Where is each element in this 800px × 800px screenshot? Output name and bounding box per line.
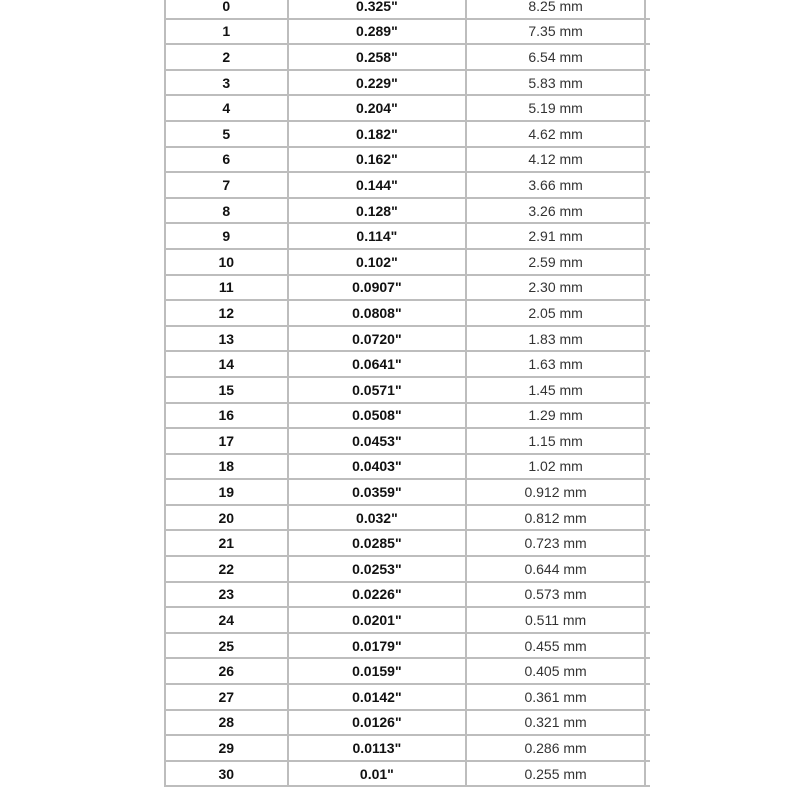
table-row xyxy=(165,95,650,121)
table-edge-cell xyxy=(645,684,650,710)
gauge-cell: 10 xyxy=(165,249,288,275)
table-edge-cell xyxy=(645,454,650,480)
inches-cell: 0.325" xyxy=(288,0,467,19)
table-edge-cell xyxy=(645,300,650,326)
table-edge-cell xyxy=(645,479,650,505)
millimeters-cell: 0.812 mm xyxy=(466,505,645,531)
inches-cell: 0.204" xyxy=(288,95,467,121)
gauge-cell: 1 xyxy=(165,19,288,45)
wire-gauge-table xyxy=(164,0,650,787)
inches-cell: 0.0720" xyxy=(288,326,467,352)
inches-cell: 0.162" xyxy=(288,147,467,173)
gauge-cell: 20 xyxy=(165,505,288,531)
gauge-cell: 29 xyxy=(165,735,288,761)
inches-cell: 0.258" xyxy=(288,44,467,70)
inches-cell: 0.0159" xyxy=(288,658,467,684)
millimeters-cell: 0.912 mm xyxy=(466,479,645,505)
millimeters-cell: 4.62 mm xyxy=(466,121,645,147)
inches-cell: 0.0126" xyxy=(288,710,467,736)
gauge-cell: 3 xyxy=(165,70,288,96)
table-row xyxy=(165,710,650,736)
table-edge-cell xyxy=(645,351,650,377)
table-row xyxy=(165,479,650,505)
gauge-cell: 16 xyxy=(165,403,288,429)
millimeters-cell: 1.83 mm xyxy=(466,326,645,352)
table-row xyxy=(165,735,650,761)
table-edge-cell xyxy=(645,147,650,173)
gauge-cell: 9 xyxy=(165,223,288,249)
gauge-cell: 2 xyxy=(165,44,288,70)
inches-cell: 0.01" xyxy=(288,761,467,787)
inches-cell: 0.0179" xyxy=(288,633,467,659)
gauge-cell: 25 xyxy=(165,633,288,659)
table-row xyxy=(165,44,650,70)
inches-cell: 0.0142" xyxy=(288,684,467,710)
millimeters-cell: 7.35 mm xyxy=(466,19,645,45)
inches-cell: 0.182" xyxy=(288,121,467,147)
table-edge-cell xyxy=(645,275,650,301)
table-row xyxy=(165,300,650,326)
millimeters-cell: 3.26 mm xyxy=(466,198,645,224)
table-edge-cell xyxy=(645,0,650,19)
table-row xyxy=(165,377,650,403)
millimeters-cell: 8.25 mm xyxy=(466,0,645,19)
gauge-cell: 17 xyxy=(165,428,288,454)
millimeters-cell: 0.321 mm xyxy=(466,710,645,736)
inches-cell: 0.0359" xyxy=(288,479,467,505)
table-row xyxy=(165,684,650,710)
millimeters-cell: 0.405 mm xyxy=(466,658,645,684)
table-row xyxy=(165,530,650,556)
inches-cell: 0.0113" xyxy=(288,735,467,761)
table-row xyxy=(165,582,650,608)
table-row xyxy=(165,121,650,147)
table-edge-cell xyxy=(645,530,650,556)
inches-cell: 0.144" xyxy=(288,172,467,198)
millimeters-cell: 1.29 mm xyxy=(466,403,645,429)
table-row xyxy=(165,761,650,787)
gauge-cell: 5 xyxy=(165,121,288,147)
inches-cell: 0.102" xyxy=(288,249,467,275)
table-row xyxy=(165,403,650,429)
gauge-cell: 27 xyxy=(165,684,288,710)
table-row xyxy=(165,223,650,249)
table-edge-cell xyxy=(645,403,650,429)
inches-cell: 0.0571" xyxy=(288,377,467,403)
inches-cell: 0.0201" xyxy=(288,607,467,633)
inches-cell: 0.114" xyxy=(288,223,467,249)
gauge-cell: 18 xyxy=(165,454,288,480)
millimeters-cell: 1.15 mm xyxy=(466,428,645,454)
gauge-cell: 28 xyxy=(165,710,288,736)
millimeters-cell: 0.573 mm xyxy=(466,582,645,608)
table-edge-cell xyxy=(645,44,650,70)
table-edge-cell xyxy=(645,761,650,787)
inches-cell: 0.0226" xyxy=(288,582,467,608)
table-row xyxy=(165,633,650,659)
table-row xyxy=(165,70,650,96)
table-edge-cell xyxy=(645,70,650,96)
table-edge-cell xyxy=(645,377,650,403)
table-edge-cell xyxy=(645,428,650,454)
gauge-cell: 22 xyxy=(165,556,288,582)
inches-cell: 0.0453" xyxy=(288,428,467,454)
millimeters-cell: 0.361 mm xyxy=(466,684,645,710)
table-row xyxy=(165,607,650,633)
millimeters-cell: 1.45 mm xyxy=(466,377,645,403)
millimeters-cell: 0.286 mm xyxy=(466,735,645,761)
table-edge-cell xyxy=(645,735,650,761)
gauge-cell: 13 xyxy=(165,326,288,352)
millimeters-cell: 0.723 mm xyxy=(466,530,645,556)
table-row xyxy=(165,428,650,454)
table-row xyxy=(165,658,650,684)
gauge-cell: 14 xyxy=(165,351,288,377)
table-edge-cell xyxy=(645,710,650,736)
inches-cell: 0.0508" xyxy=(288,403,467,429)
gauge-cell: 6 xyxy=(165,147,288,173)
millimeters-cell: 1.63 mm xyxy=(466,351,645,377)
inches-cell: 0.128" xyxy=(288,198,467,224)
inches-cell: 0.0808" xyxy=(288,300,467,326)
table-row xyxy=(165,0,650,19)
table-row xyxy=(165,351,650,377)
table-edge-cell xyxy=(645,658,650,684)
gauge-cell: 15 xyxy=(165,377,288,403)
inches-cell: 0.0253" xyxy=(288,556,467,582)
inches-cell: 0.0641" xyxy=(288,351,467,377)
table-body xyxy=(165,0,650,786)
inches-cell: 0.229" xyxy=(288,70,467,96)
table-row xyxy=(165,556,650,582)
gauge-cell: 23 xyxy=(165,582,288,608)
gauge-cell: 21 xyxy=(165,530,288,556)
millimeters-cell: 2.30 mm xyxy=(466,275,645,301)
gauge-cell: 19 xyxy=(165,479,288,505)
gauge-cell: 12 xyxy=(165,300,288,326)
millimeters-cell: 0.644 mm xyxy=(466,556,645,582)
table-row xyxy=(165,275,650,301)
millimeters-cell: 0.455 mm xyxy=(466,633,645,659)
inches-cell: 0.0907" xyxy=(288,275,467,301)
table-row xyxy=(165,172,650,198)
table-edge-cell xyxy=(645,19,650,45)
gauge-cell: 8 xyxy=(165,198,288,224)
table-row xyxy=(165,505,650,531)
gauge-cell: 7 xyxy=(165,172,288,198)
gauge-cell: 24 xyxy=(165,607,288,633)
millimeters-cell: 1.02 mm xyxy=(466,454,645,480)
gauge-cell: 0 xyxy=(165,0,288,19)
millimeters-cell: 2.05 mm xyxy=(466,300,645,326)
table-row xyxy=(165,249,650,275)
table-row xyxy=(165,198,650,224)
millimeters-cell: 5.83 mm xyxy=(466,70,645,96)
table-row xyxy=(165,19,650,45)
table-edge-cell xyxy=(645,223,650,249)
millimeters-cell: 4.12 mm xyxy=(466,147,645,173)
millimeters-cell: 2.59 mm xyxy=(466,249,645,275)
millimeters-cell: 0.511 mm xyxy=(466,607,645,633)
table-edge-cell xyxy=(645,556,650,582)
table-edge-cell xyxy=(645,633,650,659)
table-edge-cell xyxy=(645,121,650,147)
table-edge-cell xyxy=(645,172,650,198)
gauge-cell: 26 xyxy=(165,658,288,684)
table-edge-cell xyxy=(645,607,650,633)
inches-cell: 0.289" xyxy=(288,19,467,45)
gauge-cell: 11 xyxy=(165,275,288,301)
millimeters-cell: 0.255 mm xyxy=(466,761,645,787)
inches-cell: 0.0403" xyxy=(288,454,467,480)
table-edge-cell xyxy=(645,505,650,531)
millimeters-cell: 5.19 mm xyxy=(466,95,645,121)
inches-cell: 0.032" xyxy=(288,505,467,531)
table-row xyxy=(165,147,650,173)
table-row xyxy=(165,326,650,352)
gauge-cell: 4 xyxy=(165,95,288,121)
table-edge-cell xyxy=(645,198,650,224)
table-edge-cell xyxy=(645,249,650,275)
millimeters-cell: 3.66 mm xyxy=(466,172,645,198)
table-edge-cell xyxy=(645,326,650,352)
table-edge-cell xyxy=(645,95,650,121)
table-row xyxy=(165,454,650,480)
millimeters-cell: 6.54 mm xyxy=(466,44,645,70)
gauge-cell: 30 xyxy=(165,761,288,787)
inches-cell: 0.0285" xyxy=(288,530,467,556)
millimeters-cell: 2.91 mm xyxy=(466,223,645,249)
table-edge-cell xyxy=(645,582,650,608)
